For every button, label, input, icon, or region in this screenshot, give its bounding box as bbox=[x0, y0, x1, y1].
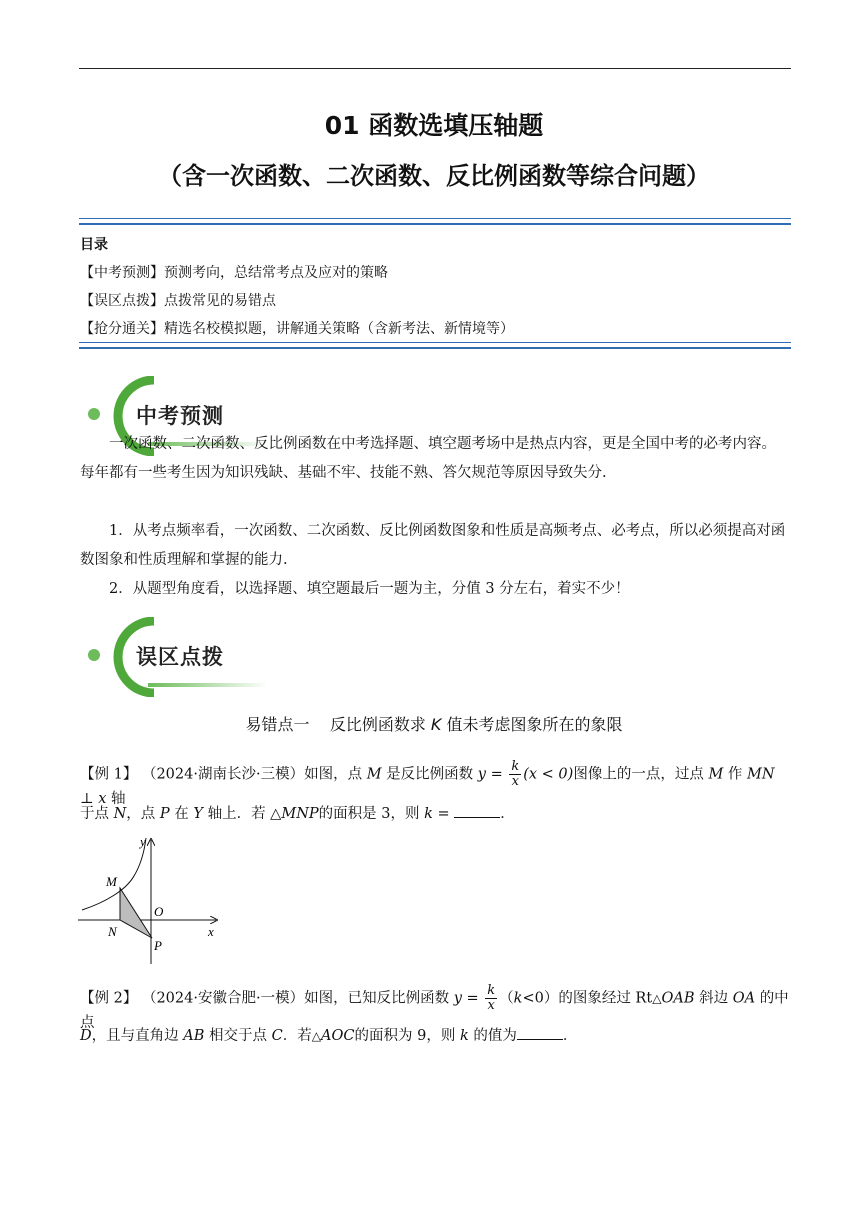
text: 的值为 bbox=[473, 1028, 517, 1044]
var-M: M bbox=[366, 766, 382, 783]
example1-figure bbox=[76, 832, 226, 968]
forecast-paragraph: 一次函数、二次函数、反比例函数在中考选择题、填空题考场中是热点内容，更是全国中考的必考内容。每年都有一些考生因为知识残缺、基础不牢、技能不熟、答欠规范等原因导致失分. bbox=[80, 436, 776, 481]
example1-source: （2024·湖南长沙·三模） bbox=[141, 766, 305, 783]
var-N: N bbox=[113, 806, 127, 822]
section-banner-mistakes bbox=[84, 617, 284, 697]
toc-item-practice[interactable]: 【抢分通关】精选名校模拟题，讲解通关策略（含新考法、新情境等） bbox=[80, 321, 514, 337]
example2-tag: 【例 2】 bbox=[80, 990, 138, 1007]
text: <0）的图象经过 Rt bbox=[522, 990, 653, 1007]
page-title: 01 函数选填压轴题 bbox=[324, 111, 544, 140]
expr-mn-perp-x: MN ⊥ x bbox=[80, 766, 775, 807]
label-N: N bbox=[108, 924, 117, 939]
toc-bottom-rule bbox=[79, 342, 791, 349]
example1-line2: 于点 N，点 P 在 Y 轴上．若 △MNP的面积是 3，则 k = ． bbox=[80, 803, 792, 824]
fraction-k-over-x: $\frac{k}{x}$ bbox=[487, 983, 496, 1013]
var-D: D bbox=[80, 1028, 92, 1044]
var-Y-axis: Y bbox=[193, 806, 203, 822]
segment-OA: OA bbox=[732, 990, 756, 1007]
fraction-k-over-x: $\frac{k}{x}$ bbox=[511, 759, 520, 789]
var-k: k bbox=[513, 990, 523, 1007]
domain-condition: (x < 0) bbox=[523, 766, 574, 783]
label-x: x bbox=[208, 924, 214, 939]
example1-tag: 【例 1】 bbox=[80, 766, 138, 783]
toc-item-forecast[interactable]: 【中考预测】预测考向，总结常考点及应对的策略 bbox=[80, 265, 388, 281]
text: 的中点 bbox=[80, 990, 789, 1031]
text: 的面积为 9，则 bbox=[354, 1028, 456, 1044]
text: ．若 bbox=[282, 1028, 312, 1044]
toc-top-rule bbox=[79, 218, 791, 225]
segment-AB: AB bbox=[183, 1028, 205, 1044]
forecast-point-2: 2．从题型角度看，以选择题、填空题最后一题为主，分值 3 分左右，着实不少！ bbox=[109, 581, 630, 597]
text: 如图，已知反比例函数 bbox=[304, 990, 450, 1007]
var-k: k bbox=[459, 1028, 469, 1044]
var-P: P bbox=[159, 806, 170, 822]
top-rule bbox=[79, 68, 791, 69]
var-k: k bbox=[424, 806, 433, 822]
section-title-mistakes: 误区点拨 bbox=[136, 645, 224, 669]
text: （ bbox=[499, 990, 514, 1007]
text: 图像上的一点，过点 bbox=[573, 766, 704, 783]
text: 轴 bbox=[111, 791, 126, 807]
var-y: y bbox=[453, 990, 462, 1007]
error-point-label: 易错点一 bbox=[245, 715, 310, 734]
text: ． bbox=[500, 806, 515, 822]
toc-item-mistakes[interactable]: 【误区点拨】点拨常见的易错点 bbox=[80, 293, 276, 309]
text: 是反比例函数 bbox=[386, 766, 474, 783]
label-P: P bbox=[154, 938, 162, 953]
example1-line1: 【例 1】 （2024·湖南长沙·三模）如图，点 M 是反比例函数 y = $\frac{k}{x}$ (x < 0)图像上的一点，过点 M 作 MN ⊥ x 轴 bbox=[80, 759, 775, 807]
answer-blank[interactable] bbox=[517, 1025, 563, 1040]
triangle-MNP: MNP bbox=[281, 806, 319, 822]
text: ． bbox=[562, 1028, 578, 1044]
example2-line1: 【例 2】 （2024·安徽合肥·一模）如图，已知反比例函数 y = $\frac{k}{x}$ （k<0）的图象经过 Rt△OAB 斜边 OA 的中点 bbox=[80, 983, 789, 1031]
section-title-forecast: 中考预测 bbox=[136, 404, 224, 428]
triangle-OAB: OAB bbox=[661, 990, 695, 1007]
var-C: C bbox=[271, 1028, 283, 1044]
error-point-text-b: 值未考虑图象所在的象限 bbox=[446, 715, 623, 734]
label-y: y bbox=[140, 834, 146, 849]
forecast-point-1: 1．从考点频率看，一次函数、二次函数、反比例函数图象和性质是高频考点、必考点，所以必须提高对函数图象和性质理解和掌握的能力. bbox=[80, 523, 786, 568]
label-M: M bbox=[106, 874, 117, 889]
triangle-AOC: AOC bbox=[321, 1028, 355, 1044]
text: ，且与直角边 bbox=[91, 1028, 179, 1044]
toc-heading: 目录 bbox=[80, 237, 108, 253]
var-y: y bbox=[477, 766, 486, 783]
var-M: M bbox=[708, 766, 724, 783]
error-point-title bbox=[0, 712, 868, 735]
label-O: O bbox=[154, 904, 164, 919]
error-point-var: K bbox=[430, 715, 442, 734]
text: 如图，点 bbox=[304, 766, 363, 783]
text: 轴上．若 bbox=[207, 806, 266, 822]
text: 作 bbox=[727, 766, 743, 783]
text: 在 bbox=[174, 806, 189, 822]
text: ，点 bbox=[126, 806, 156, 822]
example2-line2: D，且与直角边 AB 相交于点 C．若△AOC的面积为 9，则 k 的值为 ． bbox=[80, 1025, 792, 1046]
text: 斜边 bbox=[699, 990, 729, 1007]
triangle-mnp bbox=[120, 888, 152, 938]
page-subtitle: （含一次函数、二次函数、反比例函数等综合问题） bbox=[158, 162, 710, 190]
text: 相交于点 bbox=[209, 1028, 267, 1044]
text: 于点 bbox=[80, 806, 109, 822]
text: 的面积是 3，则 bbox=[318, 806, 420, 822]
example2-source: （2024·安徽合肥·一模） bbox=[141, 990, 305, 1007]
answer-blank[interactable] bbox=[454, 803, 500, 818]
error-point-text-a: 反比例函数求 bbox=[329, 715, 426, 734]
